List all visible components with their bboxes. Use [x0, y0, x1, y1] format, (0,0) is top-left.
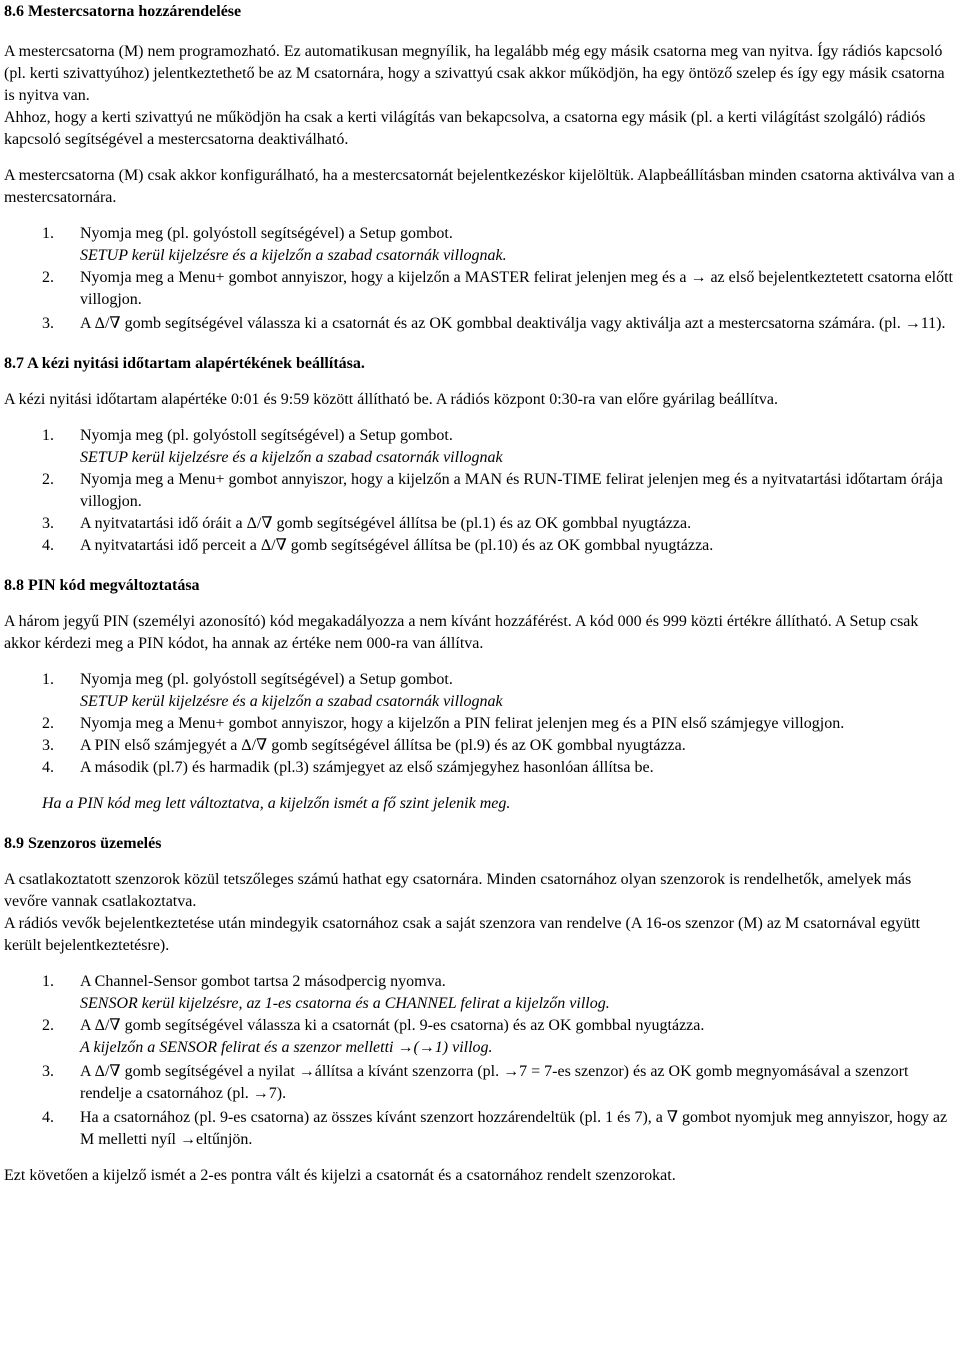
s87-step-3: 3. A nyitvatartási idő óráit a Δ/∇ gomb segítségével állítsa be (pl.1) és az OK gombbal nyugtázza. [42, 515, 692, 532]
section-8-6-title: 8.6 Mestercsatorna hozzárendelése [4, 3, 242, 20]
s89-paragraph-2: A rádiós vevők bejelentkeztetése után mindegyik csatornához csak a saját szenzora van rendelve (A 16-os szenzor (M) az M csatornával együtt került bejelentkeztetésre). [4, 915, 921, 954]
section-8-7-title: 8.7 A kézi nyitási időtartam alapértékének beállítása. [4, 355, 365, 372]
s89-step-1-note: SENSOR kerül kijelzésre, az 1-es csatorna és a CHANNEL felirat a kijelzőn villog. [80, 995, 610, 1012]
s87-step-2: 2. Nyomja meg a Menu+ gombot annyiszor, hogy a kijelzőn a MAN és RUN-TIME felirat jelenjen meg és a nyitvatartási időtartam órája villogjon. [42, 471, 943, 510]
s88-step-3: 3. A PIN első számjegyét a Δ/∇ gomb segítségével állítsa be (pl.9) és az OK gombbal nyugtázza. [42, 737, 686, 754]
s89-step-4: 4. Ha a csatornához (pl. 9-es csatorna) az összes kívánt szenzort hozzárendeltük (pl. 1 és 7), a ∇ gombot nyomjuk meg annyiszor, hogy az M melletti nyíl →eltűnjön. [42, 1109, 948, 1148]
s87-step-1: 1. Nyomja meg (pl. golyóstoll segítségével) a Setup gombot. [42, 427, 453, 444]
s86-step-1: 1. Nyomja meg (pl. golyóstoll segítségével) a Setup gombot. [42, 225, 453, 242]
s87-step-1-note: SETUP kerül kijelzésre és a kijelzőn a szabad csatornák villognak [80, 449, 503, 466]
s86-step-2: 2. Nyomja meg a Menu+ gombot annyiszor, hogy a kijelzőn a MASTER felirat jelenjen meg és a → az első bejelentkeztetett csatorna előtt villogjon. [42, 269, 953, 308]
s89-step-2-note: A kijelzőn a SENSOR felirat és a szenzor melletti →(→1) villog. [80, 1039, 493, 1056]
s88-paragraph-1: A három jegyű PIN (személyi azonosító) kód megakadályozza a nem kívánt hozzáférést. A kód 000 és 999 közti értékre állítható. A Setup csak akkor kérdezi meg a PIN kódot, ha annak az értéke nem 000-ra van állítva. [4, 613, 919, 652]
s89-step-1: 1. A Channel-Sensor gombot tartsa 2 másodpercig nyomva. [42, 973, 446, 990]
s89-paragraph-1: A csatlakoztatott szenzorok közül tetszőleges számú hathat egy csatornára. Minden csatornához olyan szenzorok is rendelhetők, amelyek más vevőre vannak csatlakoztatva. [4, 871, 912, 910]
s88-step-4: 4. A második (pl.7) és harmadik (pl.3) számjegyet az első számjegyhez hasonlóan állítsa be. [42, 759, 654, 776]
s86-step-1-note: SETUP kerül kijelzésre és a kijelzőn a szabad csatornák villognak. [80, 247, 507, 264]
s88-step-1: 1. Nyomja meg (pl. golyóstoll segítségével) a Setup gombot. [42, 671, 453, 688]
s88-step-1-note: SETUP kerül kijelzésre és a kijelzőn a szabad csatornák villognak [80, 693, 503, 710]
s86-paragraph-3: A mestercsatorna (M) csak akkor konfigurálható, ha a mestercsatornát bejelentkezéskor kijelöltük. Alapbeállításban minden csatorna aktiválva van a mestercsatornára. [4, 167, 955, 206]
s87-paragraph-1: A kézi nyitási időtartam alapértéke 0:01 és 9:59 között állítható be. A rádiós központ 0:30-ra van előre gyárilag beállítva. [4, 391, 778, 408]
s88-step-2: 2. Nyomja meg a Menu+ gombot annyiszor, hogy a kijelzőn a PIN felirat jelenjen meg és a PIN első számjegye villogjon. [42, 715, 845, 732]
s87-step-4: 4. A nyitvatartási idő perceit a Δ/∇ gomb segítségével állítsa be (pl.10) és az OK gombbal nyugtázza. [42, 537, 714, 554]
document-page [4, 0, 956, 1187]
s86-paragraph-1: A mestercsatorna (M) nem programozható. Ez automatikusan megnyílik, ha legalább még egy másik csatorna meg van nyitva. Így rádiós kapcsoló (pl. kerti szivattyúhoz) jelentkeztethető be az M csatornára, hogy a szivattyú csak akkor működjön, ha egy öntöző szelep és így egy másik csatorna is nyitva van. [4, 43, 945, 104]
s86-steps [4, 223, 956, 335]
s89-step-3: 3. A Δ/∇ gomb segítségével a nyilat →állítsa a kívánt szenzorra (pl. →7 = 7-es szenzor) és az OK gomb megnyomásával a szenzort rendelje a csatornához (pl. →7). [42, 1063, 909, 1102]
s89-step-2: 2. A Δ/∇ gomb segítségével válassza ki a csatornát (pl. 9-es csatorna) és az OK gombbal nyugtázza. [42, 1017, 705, 1034]
s86-paragraph-2: Ahhoz, hogy a kerti szivattyú ne működjön ha csak a kerti világítás van bekapcsolva, a csatorna egy másik (pl. a kerti világítást szolgáló) rádiós kapcsoló segítségével a mestercsatorna deaktiválható. [4, 109, 926, 148]
s87-steps [4, 425, 956, 557]
s88-note: Ha a PIN kód meg lett változtatva, a kijelzőn ismét a fő szint jelenik meg. [42, 795, 511, 812]
s89-steps [4, 971, 956, 1151]
s89-closing: Ezt követően a kijelző ismét a 2-es pontra vált és kijelzi a csatornát és a csatornához rendelt szenzorokat. [4, 1167, 676, 1184]
section-8-9-title: 8.9 Szenzoros üzemelés [4, 835, 162, 852]
s86-step-3: 3. A Δ/∇ gomb segítségével válassza ki a csatornát és az OK gombbal deaktiválja vagy aktiválja azt a mestercsatorna számára. (pl. →11). [42, 315, 946, 332]
section-8-8-title: 8.8 PIN kód megváltoztatása [4, 577, 200, 594]
s88-steps [4, 669, 956, 779]
